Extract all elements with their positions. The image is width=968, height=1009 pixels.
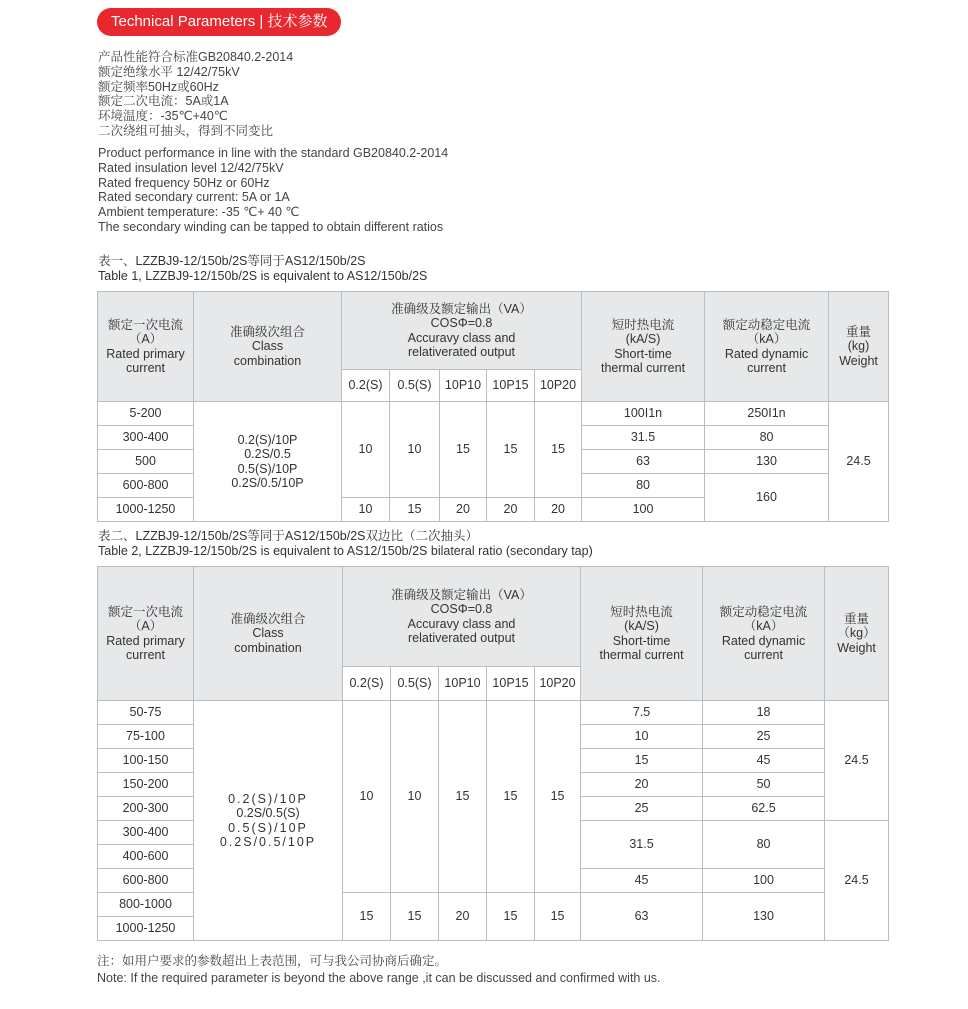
output-cell: 15 (440, 402, 487, 498)
output-cell: 20 (535, 498, 582, 522)
thermal-current-cell: 100 (582, 498, 705, 522)
output-cell: 15 (535, 701, 581, 893)
intro-cn-line: 环境温度：-35℃+40℃ (98, 109, 228, 124)
output-cell: 15 (535, 893, 581, 941)
output-cell: 15 (487, 893, 535, 941)
footnote (97, 953, 661, 987)
footnote-cn: 注：如用户要求的参数超出上表范围，可与我公司协商后确定。 (97, 954, 448, 968)
header-primary-current: 额定一次电流 （A） Rated primary current (98, 292, 194, 402)
section-title: Technical Parameters | 技术参数 (97, 8, 341, 36)
thermal-current-cell: 7.5 (581, 701, 703, 725)
dynamic-current-cell: 100 (703, 869, 825, 893)
thermal-current-cell: 25 (581, 797, 703, 821)
output-cell: 15 (439, 701, 487, 893)
header-dynamic-current: 额定动稳定电流 （kA） Rated dynamic current (705, 292, 829, 402)
weight-cell: 24.5 (829, 402, 889, 522)
header-thermal-current: 短时热电流 (kA/S) Short-time thermal current (582, 292, 705, 402)
intro-cn-line: 额定二次电流：5A或1A (98, 94, 229, 109)
primary-current-cell: 800-1000 (98, 893, 194, 917)
output-cell: 10 (342, 402, 390, 498)
dynamic-current-cell: 250I1n (705, 402, 829, 426)
intro-en-line: Rated secondary current: 5A or 1A (98, 190, 290, 205)
subheader-class: 0.2(S) (342, 370, 390, 402)
table1 (97, 291, 889, 522)
subheader-class: 0.2(S) (343, 667, 391, 701)
primary-current-cell: 400-600 (98, 845, 194, 869)
output-cell: 15 (391, 893, 439, 941)
dynamic-current-cell: 130 (703, 893, 825, 941)
intro-en-line: Rated insulation level 12/42/75kV (98, 160, 284, 175)
thermal-current-cell: 10 (581, 725, 703, 749)
intro-cn-line: 额定绝缘水平 12/42/75kV (98, 64, 240, 79)
header-class-combination: 准确级次组合 Class combination (194, 292, 342, 402)
table2-caption-en: Table 2, LZZBJ9-12/150b/2S is equivalent to AS12/150b/2S bilateral ratio (secondary tap) (98, 544, 593, 558)
intro-cn-line: 额定频率50Hz或60Hz (98, 79, 219, 94)
thermal-current-cell: 63 (581, 893, 703, 941)
class-combination-cell: 0.2(S)/10P 0.2S/0.5 0.5(S)/10P 0.2S/0.5/10P (194, 402, 342, 522)
header-thermal-current: 短时热电流 (kA/S) Short-time thermal current (581, 567, 703, 701)
primary-current-cell: 5-200 (98, 402, 194, 426)
output-cell: 10 (342, 498, 390, 522)
output-cell: 20 (439, 893, 487, 941)
output-cell: 15 (343, 893, 391, 941)
subheader-class: 10P10 (440, 370, 487, 402)
subheader-class: 10P20 (535, 370, 582, 402)
header-accuracy-output: 准确级及额定输出（VA） COSΦ=0.8 Accuravy class and relativerated output (343, 567, 581, 667)
primary-current-cell: 75-100 (98, 725, 194, 749)
primary-current-cell: 1000-1250 (98, 498, 194, 522)
class-combination-cell: 0.2(S)/10P 0.2S/0.5(S) 0.5(S)/10P 0.2S/0.5/10P (194, 701, 343, 941)
intro-en-line: Ambient temperature: -35 ℃+ 40 ℃ (98, 205, 300, 220)
thermal-current-cell: 20 (581, 773, 703, 797)
thermal-current-cell: 31.5 (581, 821, 703, 869)
intro-en-line: Product performance in line with the standard GB20840.2-2014 (98, 146, 449, 160)
primary-current-cell: 200-300 (98, 797, 194, 821)
subheader-class: 10P10 (439, 667, 487, 701)
primary-current-cell: 600-800 (98, 869, 194, 893)
table2 (97, 566, 889, 941)
primary-current-cell: 300-400 (98, 821, 194, 845)
subheader-class: 10P15 (487, 667, 535, 701)
subheader-class: 0.5(S) (390, 370, 440, 402)
primary-current-cell: 500 (98, 450, 194, 474)
output-cell: 15 (487, 402, 535, 498)
primary-current-cell: 150-200 (98, 773, 194, 797)
intro-cn-line: 二次绕组可抽头，得到不同变比 (98, 123, 274, 138)
output-cell: 15 (390, 498, 440, 522)
thermal-current-cell: 31.5 (582, 426, 705, 450)
output-cell: 15 (535, 402, 582, 498)
output-cell: 10 (391, 701, 439, 893)
header-weight: 重量 (kg) Weight (829, 292, 889, 402)
intro-cn-line: 产品性能符合标准GB20840.2-2014 (98, 50, 294, 64)
table2-caption-cn: 表二、LZZBJ9-12/150b/2S等同于AS12/150b/2S双边比（二次抽头） (98, 529, 478, 543)
dynamic-current-cell: 130 (705, 450, 829, 474)
output-cell: 20 (440, 498, 487, 522)
subheader-class: 0.5(S) (391, 667, 439, 701)
thermal-current-cell: 15 (581, 749, 703, 773)
dynamic-current-cell: 80 (705, 426, 829, 450)
intro-english (98, 146, 448, 235)
dynamic-current-cell: 80 (703, 821, 825, 869)
output-cell: 15 (487, 701, 535, 893)
intro-chinese (98, 50, 293, 139)
dynamic-current-cell: 18 (703, 701, 825, 725)
dynamic-current-cell: 50 (703, 773, 825, 797)
subheader-class: 10P15 (487, 370, 535, 402)
thermal-current-cell: 63 (582, 450, 705, 474)
table1-caption-en: Table 1, LZZBJ9-12/150b/2S is equivalent to AS12/150b/2S (98, 269, 428, 283)
dynamic-current-cell: 25 (703, 725, 825, 749)
dynamic-current-cell: 45 (703, 749, 825, 773)
primary-current-cell: 1000-1250 (98, 917, 194, 941)
output-cell: 10 (390, 402, 440, 498)
thermal-current-cell: 100I1n (582, 402, 705, 426)
subheader-class: 10P20 (535, 667, 581, 701)
intro-en-line: Rated frequency 50Hz or 60Hz (98, 175, 270, 190)
thermal-current-cell: 80 (582, 474, 705, 498)
header-dynamic-current: 额定动稳定电流 （kA） Rated dynamic current (703, 567, 825, 701)
output-cell: 20 (487, 498, 535, 522)
dynamic-current-cell: 62.5 (703, 797, 825, 821)
table1-caption (98, 254, 427, 284)
header-weight: 重量 （kg） Weight (825, 567, 889, 701)
header-class-combination: 准确级次组合 Class combination (194, 567, 343, 701)
header-accuracy-output: 准确级及额定输出（VA） COSΦ=0.8 Accuravy class and relativerated output (342, 292, 582, 370)
header-primary-current: 额定一次电流 （A） Rated primary current (98, 567, 194, 701)
primary-current-cell: 600-800 (98, 474, 194, 498)
primary-current-cell: 300-400 (98, 426, 194, 450)
intro-en-line: The secondary winding can be tapped to obtain different ratios (98, 219, 444, 234)
table2-caption (98, 529, 593, 559)
weight-cell: 24.5 (825, 821, 889, 941)
table1-caption-cn: 表一、LZZBJ9-12/150b/2S等同于AS12/150b/2S (98, 254, 366, 268)
footnote-en: Note: If the required parameter is beyond the above range ,it can be discussed and confirmed with us. (97, 971, 661, 985)
primary-current-cell: 50-75 (98, 701, 194, 725)
weight-cell: 24.5 (825, 701, 889, 821)
dynamic-current-cell: 160 (705, 474, 829, 522)
primary-current-cell: 100-150 (98, 749, 194, 773)
thermal-current-cell: 45 (581, 869, 703, 893)
output-cell: 10 (343, 701, 391, 893)
